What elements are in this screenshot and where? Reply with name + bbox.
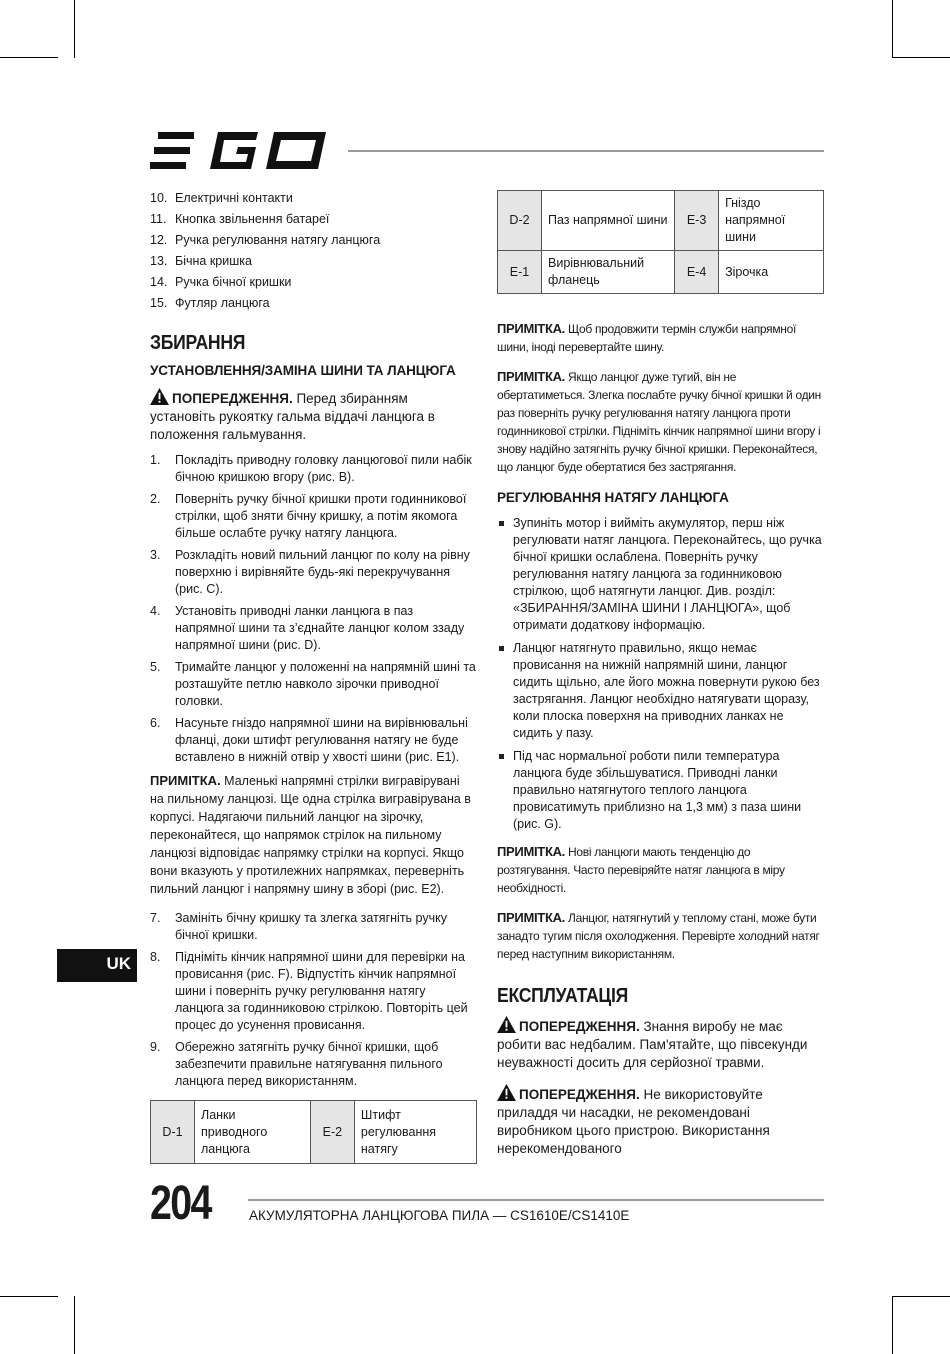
legend-key: E-1 bbox=[498, 251, 542, 294]
legend-key: D-1 bbox=[151, 1101, 195, 1164]
note-chain-tight: ПРИМІТКА. Якщо ланцюг дуже тугий, він не обертатиметься. Злегка послабте ручку бічної кришки й один раз поверніть ручку регулювання натягу ланцюга проти годинникової стрілки. Підніміть кінчик напрямної шини вгору і знову надійно затягніть ручку бічної кришки. Переконайтеся, що ланцюг буде обертатися без застрягання. bbox=[497, 369, 822, 474]
note-arrows: ПРИМІТКА. Маленькі напрямні стрілки вигравірувані на пильному ланцюзі. Ще одна стрілка вигравірувана в корпусі. Надягаючи пильний ланцюг на зірочку, переконайтеся, що напрямок стрілок на пильному ланцюзі відповідає напрямку стрілки на корпусі. Якщо вони вказують у протилежних напрямках, переверніть пильний ланцюг і напрямну шину в зборі (рис. E2). bbox=[150, 773, 471, 896]
warning-triangle-icon bbox=[497, 1016, 516, 1033]
assembly-steps bbox=[150, 452, 476, 766]
warning-assembly: ПОПЕРЕДЖЕННЯ. Перед збиранням установіть рукоятку гальма віддачі ланцюга в положення гальмування. bbox=[150, 388, 476, 444]
assembly-steps-continued bbox=[150, 910, 476, 1090]
legend-table-d2-e4 bbox=[497, 190, 824, 294]
legend-value: Паз напрямної шини bbox=[542, 191, 675, 251]
crop-mark bbox=[0, 1296, 58, 1297]
legend-key: E-2 bbox=[310, 1101, 354, 1164]
list-item: 8. Підніміть кінчик напрямної шини для перевірки на провисання (рис. F). Відпустіть кінчик напрямної шини і поверніть ручку регулювання натягу ланцюга за годинниковою стрілкою. Повторіть цей процес до усунення провисання. bbox=[150, 950, 468, 1032]
list-item: 15. Футляр ланцюга bbox=[150, 296, 270, 310]
list-item: 14. Ручка бічної кришки bbox=[150, 275, 292, 289]
crop-mark bbox=[892, 1296, 950, 1297]
list-item: 6. Насуньте гніздо напрямної шини на вирівнювальні фланці, доки штифт регулювання натягу не буде вставлено в нижній отвір у хвості шини (рис. E1). bbox=[150, 716, 468, 764]
list-item: 11. Кнопка звільнення батареї bbox=[150, 212, 330, 226]
ego-logo bbox=[150, 130, 332, 172]
list-item: Ланцюг натягнуто правильно, якщо немає провисання на нижній напрямній шини, ланцюг сидить щільно, але його можна повернути рукою без застрягання. Ланцюг необхідно натягувати щоразу, коли плоска поверхня на приводних ланках не сидить у пазу. bbox=[497, 640, 823, 742]
list-item: 1. Покладіть приводну головку ланцюгової пили набік бічною кришкою вгору (рис. B). bbox=[150, 453, 472, 484]
section-title-operation: ЕКСПЛУАТАЦІЯ bbox=[497, 985, 629, 1007]
note-flip-bar: ПРИМІТКА. Щоб продовжити термін служби напрямної шини, іноді перевертайте шину. bbox=[497, 321, 797, 354]
legend-value: Вирівнювальний фланець bbox=[542, 251, 675, 294]
crop-mark bbox=[892, 1296, 893, 1354]
bullet-square-icon bbox=[499, 646, 504, 651]
footer-title: АКУМУЛЯТОРНА ЛАНЦЮГОВА ПИЛА — CS1610E/CS1410E bbox=[249, 1208, 630, 1223]
list-item: 10. Електричні контакти bbox=[150, 191, 293, 205]
legend-value: Зірочка bbox=[719, 251, 824, 294]
warning-triangle-icon bbox=[497, 1084, 516, 1101]
legend-key: D-2 bbox=[498, 191, 542, 251]
crop-mark bbox=[74, 1296, 75, 1354]
list-item: Зупиніть мотор і вийміть акумулятор, перш ніж регулювати натяг ланцюга. Переконайтесь, що ручка бічної кришки ослаблена. Поверніть ручку регулювання натягу ланцюга за годинниковою стрілкою, щоб натягнути ланцюг. Див. розділ: «ЗБИРАННЯ/ЗАМІНА ШИНИ І ЛАНЦЮГА», щоб отримати додаткову інформацію. bbox=[497, 515, 823, 634]
crop-mark bbox=[74, 0, 75, 58]
language-tab bbox=[57, 949, 137, 982]
table-row bbox=[498, 251, 824, 294]
footer-rule bbox=[248, 1199, 824, 1201]
legend-value: Гніздо напрямної шини bbox=[719, 191, 824, 251]
list-item: 13. Бічна кришка bbox=[150, 254, 252, 268]
list-item: 2. Поверніть ручку бічної кришки проти годинникової стрілки, щоб зняти бічну кришку, а потім якомога більше ослабте ручку натягу ланцюга. bbox=[150, 492, 467, 540]
list-item: 7. Замініть бічну кришку та злегка затягніть ручку бічної кришки. bbox=[150, 911, 447, 942]
warning-accessories: ПОПЕРЕДЖЕННЯ. Не використовуйте приладдя чи насадки, не рекомендовані виробником цього пристрою. Використання нерекомендованого bbox=[497, 1084, 823, 1158]
table-row bbox=[151, 1101, 477, 1164]
crop-mark bbox=[892, 57, 950, 58]
legend-key: E-3 bbox=[675, 191, 719, 251]
warning-triangle-icon bbox=[150, 388, 169, 405]
legend-key: E-4 bbox=[675, 251, 719, 294]
page-number: 204 bbox=[150, 1177, 211, 1230]
list-item: 4. Установіть приводні ланки ланцюга в паз напрямної шини та з’єднайте ланцюг колом ззаду напрямної шини (рис. D). bbox=[150, 604, 465, 652]
header-rule bbox=[348, 150, 824, 152]
legend-table-d1-e2 bbox=[150, 1100, 477, 1164]
warning-familiarity: ПОПЕРЕДЖЕННЯ. Знання виробу не має робити вас недбалим. Пам'ятайте, що півсекунди неуважності досить для серйозної травми. bbox=[497, 1016, 823, 1072]
bullet-square-icon bbox=[499, 754, 504, 759]
note-warm-chain: ПРИМІТКА. Ланцюг, натягнутий у теплому стані, може бути занадто тугим після охолодження. Перевірте холодний натяг перед наступним використанням. bbox=[497, 910, 820, 961]
list-item: 12. Ручка регулювання натягу ланцюга bbox=[150, 233, 381, 247]
crop-mark bbox=[0, 57, 58, 58]
crop-mark bbox=[892, 0, 893, 58]
note-new-chains: ПРИМІТКА. Нові ланцюги мають тенденцію до розтягування. Часто перевіряйте натяг ланцюга в міру необхідності. bbox=[497, 844, 785, 895]
table-row bbox=[498, 191, 824, 251]
list-item: 3. Розкладіть новий пильний ланцюг по колу на рівну поверхню і вирівняйте будь-які перекручування (рис. C). bbox=[150, 548, 470, 596]
language-tab-label: UK bbox=[106, 954, 131, 973]
tension-bullets bbox=[497, 515, 823, 833]
list-item: 5. Тримайте ланцюг у положенні на напрямній шині та розташуйте петлю навколо зірочки приводної головки. bbox=[150, 660, 476, 708]
legend-value: Ланки приводного ланцюга bbox=[195, 1101, 311, 1164]
list-item: Під час нормальної роботи пили температура ланцюга буде збільшуватися. Приводні ланки правильно натягнутого теплого ланцюга провисатимуть приблизно на 1,3 мм) з паза шини (рис. G). bbox=[497, 748, 823, 833]
right-column bbox=[497, 190, 823, 1166]
left-column bbox=[150, 190, 476, 1164]
subsection-title-bar-chain: УСТАНОВЛЕННЯ/ЗАМІНА ШИНИ ТА ЛАНЦЮГА bbox=[150, 363, 456, 378]
section-title-assembly: ЗБИРАННЯ bbox=[150, 332, 246, 354]
list-item: 9. Обережно затягніть ручку бічної кришки, щоб забезпечити правильне натягування пильного ланцюга перед використанням. bbox=[150, 1040, 443, 1088]
parts-list bbox=[150, 190, 476, 312]
subsection-title-tension: РЕГУЛЮВАННЯ НАТЯГУ ЛАНЦЮГА bbox=[497, 490, 729, 505]
bullet-square-icon bbox=[499, 521, 504, 526]
legend-value: Штифт регулювання натягу bbox=[354, 1101, 476, 1164]
